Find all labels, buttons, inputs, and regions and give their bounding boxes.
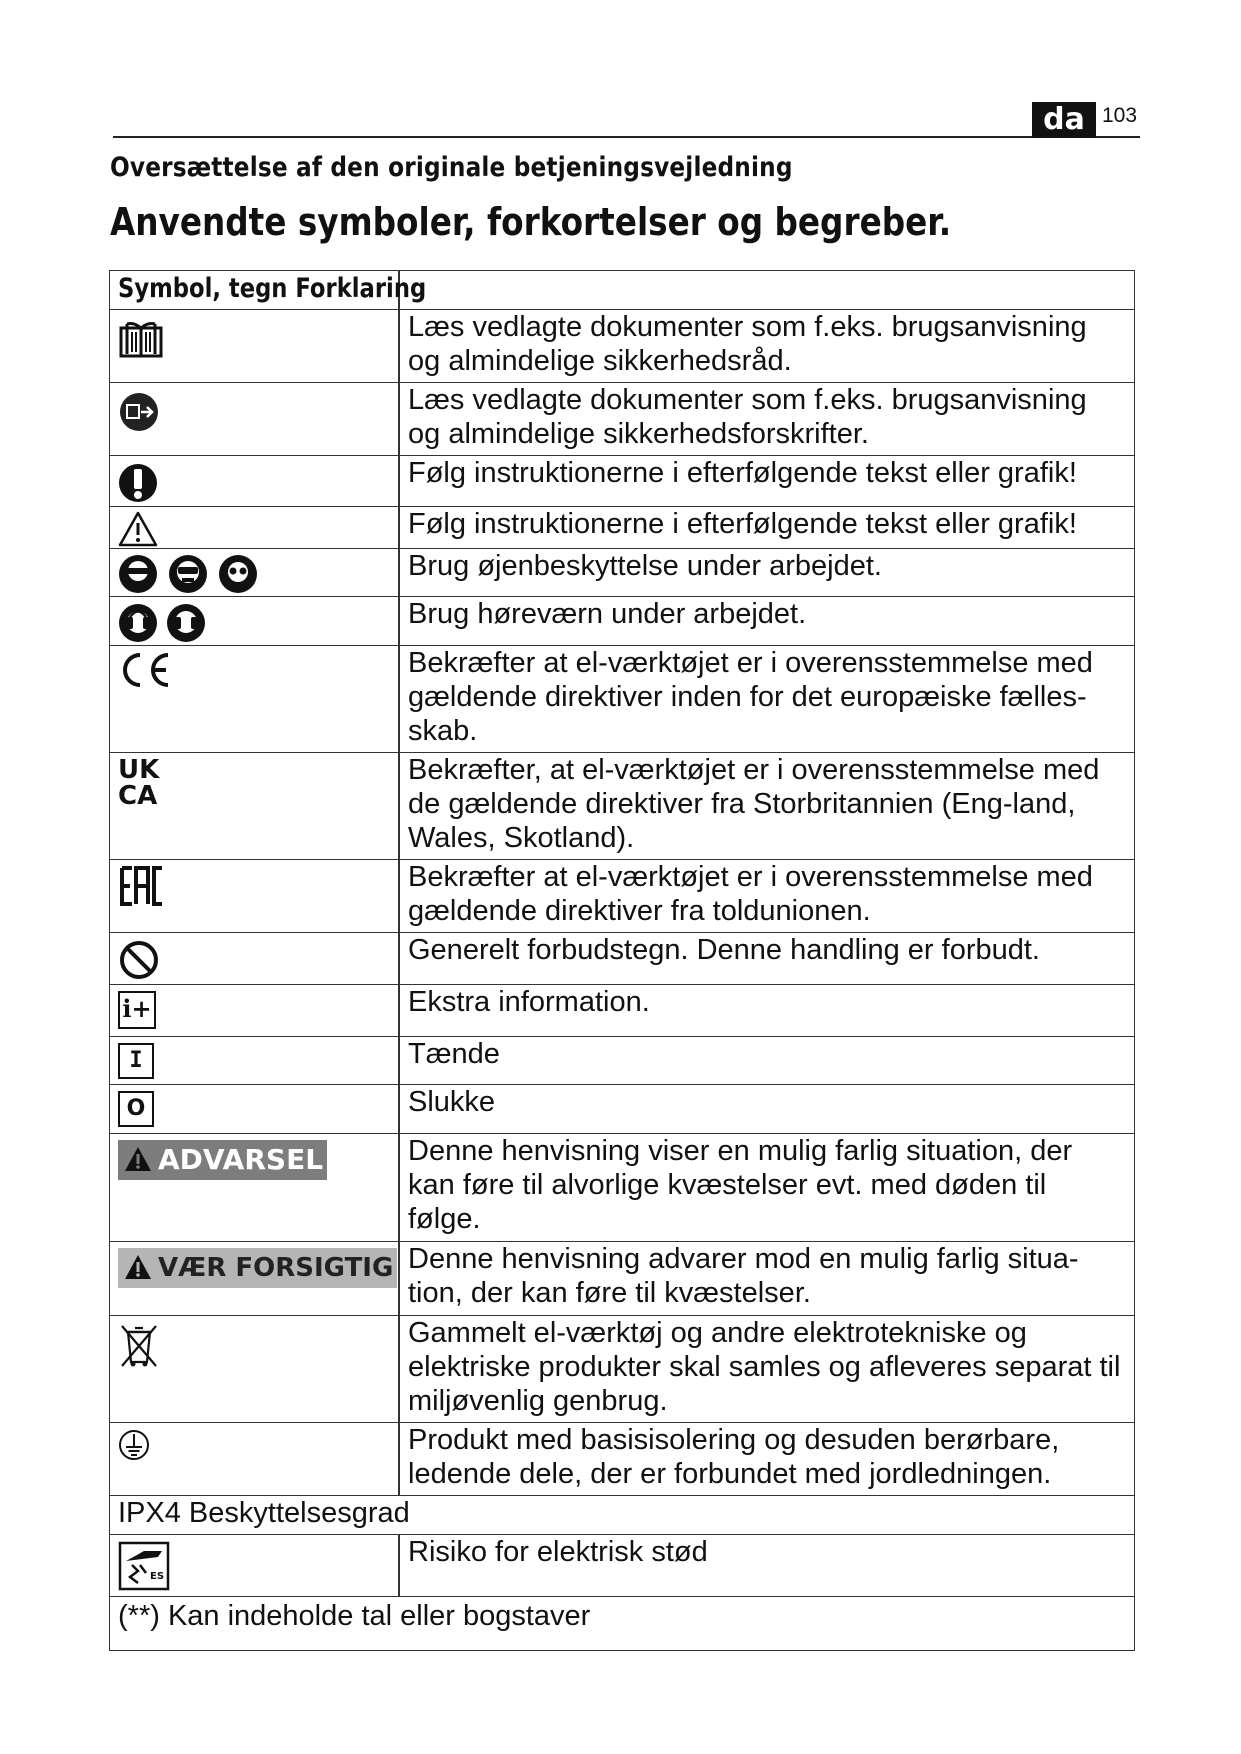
prohibition-icon: [118, 939, 160, 985]
es-badge: ES: [150, 1571, 165, 1582]
row-text: Læs vedlagte dokumenter som f.eks. brugsanvisning og almindelige sikkerhedsråd.: [408, 311, 1087, 377]
row-text: Denne henvisning viser en mulig farlig situation, der kan føre til alvorlige kvæstelser evt. med døden til følge.: [408, 1135, 1073, 1235]
table-row: [110, 859, 1134, 932]
row-text: Produkt med basisisolering og desuden berørbare, ledende dele, der er forbundet med jordledningen.: [408, 1424, 1060, 1490]
book-icon: [118, 320, 164, 364]
row-text: Bekræfter at el-værktøjet er i overensstemmelse med gældende direktiver fra toldunionen.: [408, 861, 1093, 927]
row-text: Gammelt el-værktøj og andre elektrotekniske og elektriske produkter skal samles og afleveres separat til miljøvenlig genbrug.: [408, 1317, 1121, 1417]
table-row: [110, 548, 1134, 596]
subtitle: Oversættelse af den originale betjeningsvejledning: [110, 152, 793, 183]
table-row: [110, 1315, 1134, 1422]
ear-protection-icon: [118, 602, 210, 648]
table-row: [110, 1422, 1134, 1495]
table-row: [110, 1084, 1134, 1133]
table-row: [110, 506, 1134, 548]
exclamation-icon: [118, 462, 158, 508]
table-row: [110, 1133, 1134, 1241]
warning-triangle-icon: [124, 1146, 152, 1172]
row-text: Følg instruktionerne i efterfølgende tekst eller grafik!: [408, 457, 1077, 489]
ce-mark-icon: [118, 650, 174, 694]
row-text: Risiko for elektrisk stød: [408, 1536, 708, 1568]
ipx4-text: IPX4 Beskyttelsesgrad: [118, 1497, 410, 1529]
row-text: Tænde: [408, 1038, 500, 1070]
row-text: Følg instruktionerne i efterfølgende tekst eller grafik!: [408, 508, 1077, 540]
footnote-text: (**) Kan indeholde tal eller bogstaver: [118, 1600, 591, 1632]
ukca-mark-icon: UK CA: [118, 755, 160, 811]
row-text: Bekræfter, at el-værktøjet er i overensstemmelse med de gældende direktiver fra Storbritannien (Eng-land, Wales, Skotland).: [408, 754, 1100, 854]
row-text: Læs vedlagte dokumenter som f.eks. brugsanvisning og almindelige sikkerhedsforskrifter.: [408, 384, 1087, 450]
warning-label: ADVARSEL: [118, 1140, 327, 1180]
table-row: [110, 455, 1134, 506]
page-number: 103: [1102, 104, 1138, 127]
table-row: [110, 645, 1134, 752]
table-row: [110, 1596, 1134, 1652]
table-row: [110, 1495, 1134, 1534]
crossed-bin-icon: [118, 1322, 160, 1372]
table-header: Symbol, tegn Forklaring: [118, 273, 427, 304]
row-text: Brug høreværn under arbejdet.: [408, 598, 807, 630]
read-manual-icon: [118, 391, 160, 437]
page-title: Anvendte symboler, forkortelser og begreber.: [110, 200, 952, 244]
table-row: [110, 932, 1134, 984]
table-row: [110, 1534, 1134, 1596]
language-tab: da: [1032, 102, 1096, 138]
table-row: [110, 309, 1134, 382]
power-off-icon: O: [118, 1091, 154, 1127]
protective-earth-icon: [118, 1429, 150, 1465]
row-text: Brug øjenbeskyttelse under arbejdet.: [408, 550, 882, 582]
warning-triangle-icon: [124, 1254, 152, 1280]
symbols-table: [109, 270, 1135, 1651]
info-icon: i+: [118, 991, 156, 1029]
table-row: [110, 596, 1134, 645]
table-row: [110, 1241, 1134, 1315]
eac-mark-icon: [118, 864, 168, 912]
row-text: Slukke: [408, 1086, 496, 1118]
table-row: [110, 1036, 1134, 1084]
row-text: Ekstra information.: [408, 986, 650, 1018]
table-row: [110, 382, 1134, 455]
table-row: [110, 984, 1134, 1036]
warning-triangle-icon: [118, 511, 158, 551]
power-on-icon: I: [118, 1043, 154, 1079]
electric-shock-icon: [118, 1541, 170, 1595]
row-text: Generelt forbudstegn. Denne handling er forbudt.: [408, 934, 1040, 966]
row-text: Bekræfter at el-værktøjet er i overensstemmelse med gældende direktiver inden for det europæiske fælles-skab.: [408, 647, 1093, 747]
header-rule: [113, 136, 1140, 138]
caution-label: VÆR FORSIGTIG: [118, 1248, 397, 1288]
table-row: [110, 752, 1134, 859]
eye-protection-icon: [118, 554, 258, 598]
table-header-row: [110, 271, 1134, 309]
row-text: Denne henvisning advarer mod en mulig farlig situa-tion, der kan føre til kvæstelser.: [408, 1243, 1079, 1309]
